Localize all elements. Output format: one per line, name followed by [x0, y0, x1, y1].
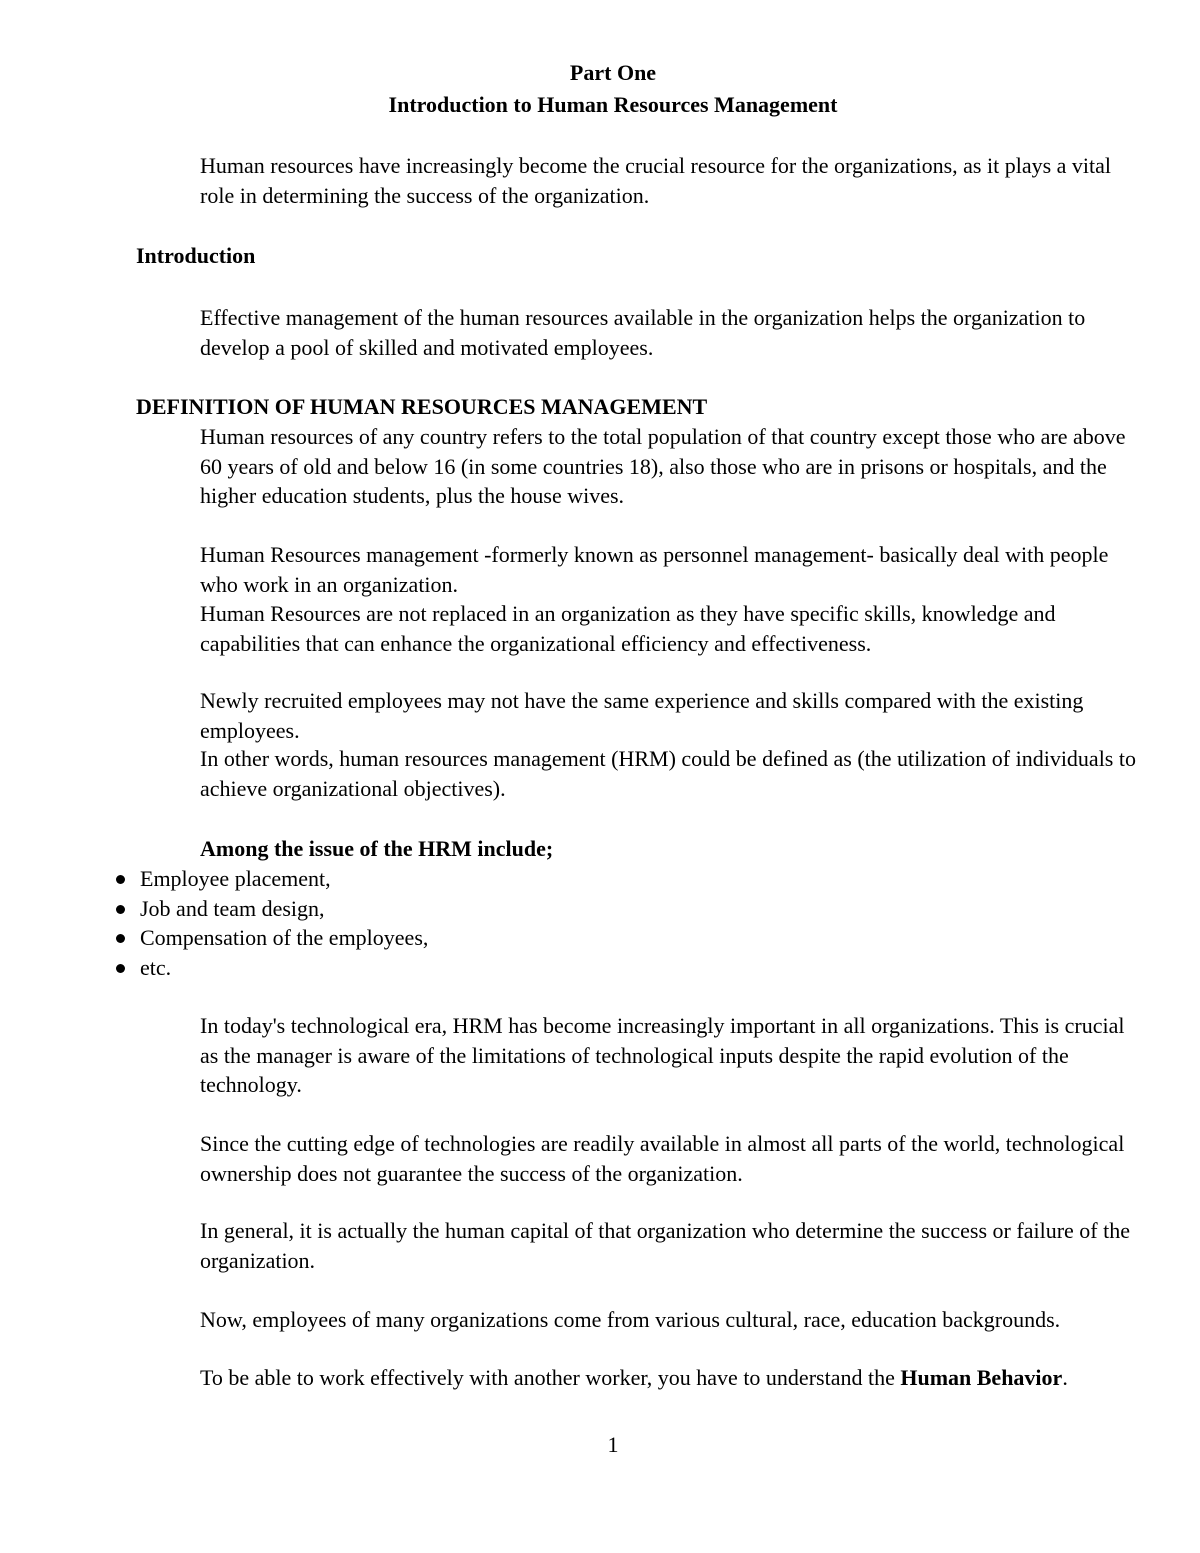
closing-paragraph-3: In general, it is actually the human capital of that organization who determine the success or failure of the organization. — [200, 1218, 1130, 1273]
definition-paragraph-2b: Human Resources are not replaced in an organization as they have specific skills, knowledge and capabilities that can enhance the organizational efficiency and effectiveness. — [200, 601, 1056, 656]
bullet-icon — [116, 934, 125, 943]
list-item — [110, 953, 428, 983]
issues-list — [110, 864, 428, 982]
list-item — [110, 923, 428, 953]
definition-paragraph-2a: Human Resources management -formerly known as personnel management- basically deal with people who work in an organization. — [200, 542, 1109, 597]
introduction-paragraph: Effective management of the human resources available in the organization helps the organization to develop a pool of skilled and motivated employees. — [200, 305, 1086, 360]
issues-heading: Among the issue of the HRM include; — [200, 836, 554, 861]
closing-paragraph-4b — [200, 1363, 1120, 1393]
definition-paragraph-1: Human resources of any country refers to the total population of that country except those who are above 60 years of old and below 16 (in some countries 18), also those who are in prisons or hospitals, and the higher education students, plus the house wives. — [200, 424, 1126, 508]
list-item — [110, 864, 428, 894]
list-item-text: Employee placement, — [140, 866, 331, 891]
bullet-icon — [116, 875, 125, 884]
intro-paragraph: Human resources have increasingly become the crucial resource for the organizations, as it plays a vital role in determining the success of the organization. — [200, 153, 1112, 208]
list-item-text: Compensation of the employees, — [140, 925, 429, 950]
introduction-heading: Introduction — [136, 243, 256, 268]
page-number: 1 — [607, 1432, 619, 1457]
definition-paragraph-3b: In other words, human resources management (HRM) could be defined as (the utilization of individuals to achieve organizational objectives). — [200, 746, 1136, 801]
list-item-text: etc. — [140, 954, 172, 980]
definition-heading: DEFINITION OF HUMAN RESOURCES MANAGEMENT — [136, 394, 708, 419]
human-behavior-term: Human Behavior — [900, 1365, 1063, 1390]
definition-paragraph-3a: Newly recruited employees may not have the same experience and skills compared with the existing employees. — [200, 688, 1084, 743]
bullet-icon — [116, 905, 125, 914]
document-title: Introduction to Human Resources Management — [388, 92, 838, 117]
closing-paragraph-4a: Now, employees of many organizations come from various cultural, race, education backgrounds. — [200, 1307, 1061, 1332]
closing-text-prefix: To be able to work effectively with another worker, you have to understand the — [200, 1365, 901, 1390]
bullet-icon — [116, 964, 125, 973]
closing-text-suffix: . — [1062, 1365, 1068, 1390]
closing-paragraph-2: Since the cutting edge of technologies are readily available in almost all parts of the world, technological ownership does not guarantee the success of the organization. — [200, 1131, 1125, 1186]
list-item-text: Job and team design, — [140, 895, 325, 921]
closing-paragraph-1: In today's technological era, HRM has become increasingly important in all organizations. This is crucial as the manager is aware of the limitations of technological inputs despite the rapid evolution of the technology. — [200, 1013, 1125, 1097]
list-item — [110, 894, 428, 924]
part-label: Part One — [569, 60, 657, 85]
